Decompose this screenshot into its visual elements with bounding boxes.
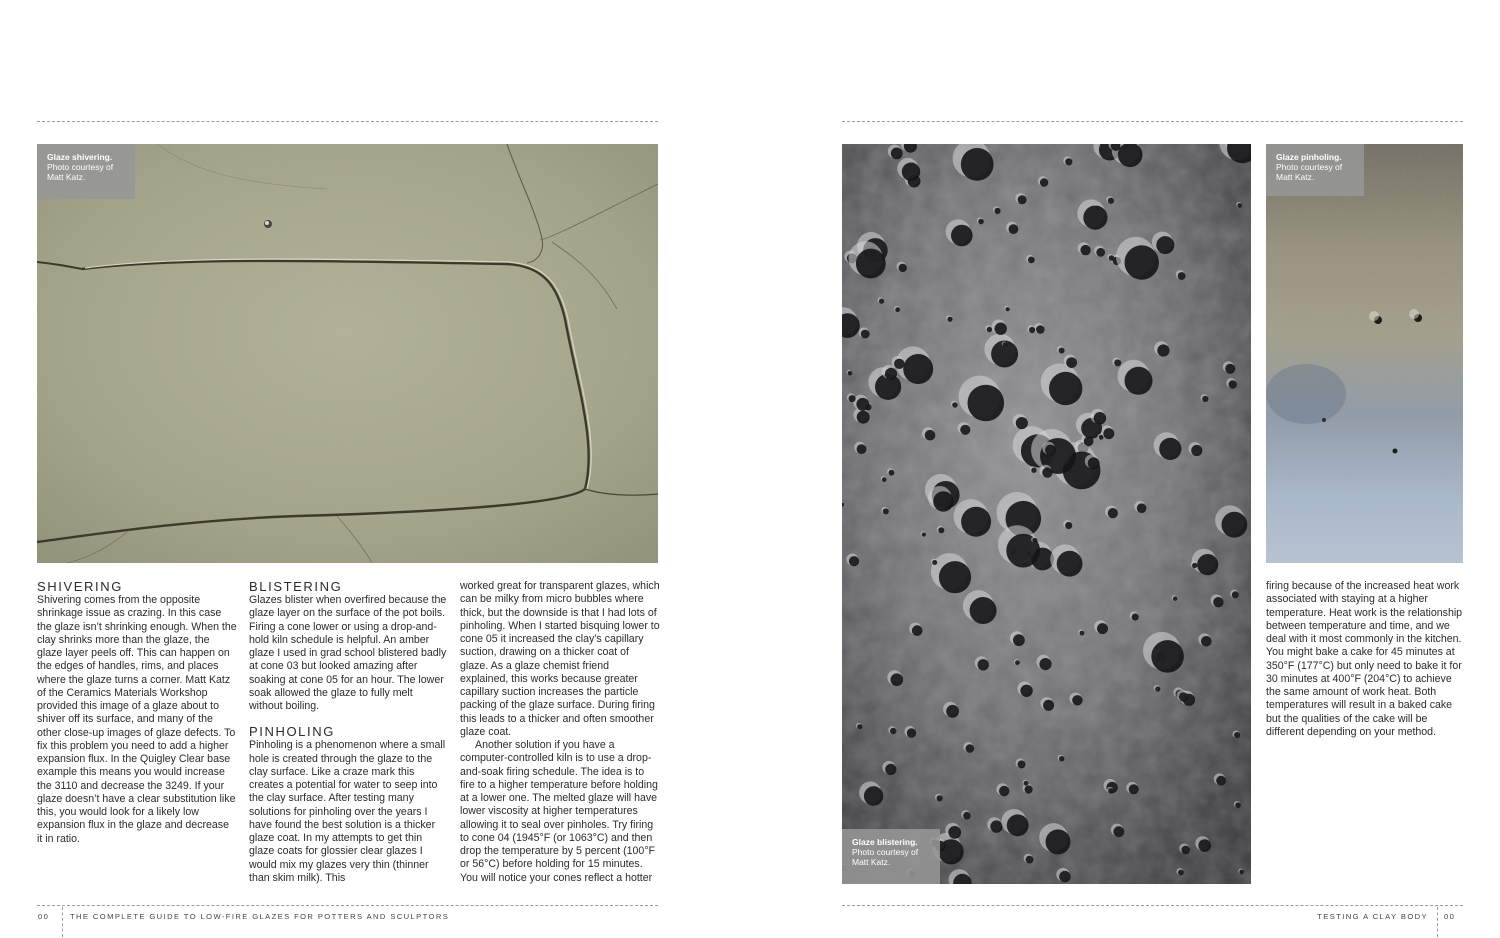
folio-divider-left [62, 907, 63, 937]
body-paragraph: Another solution if you have a computer-controlled kiln is to use a drop-and-soak firing schedule. The idea is to fire to a higher temperature before holding at a lower one. The melted glaze will have lower viscosity at higher temperatures allowing it to seal over pinholes. Try firing to cone 04 (1945°F (or 1063°C) and then drop the temperature by 5 percent (100°F or 56°C) before holding for 15 minutes. You will notice your cones reflect a hotter [460, 739, 658, 884]
top-rule-right [842, 121, 1463, 122]
folio-divider-right [1437, 907, 1438, 937]
page-number-left: 00 [38, 912, 50, 921]
blistering-photo [842, 144, 1251, 884]
top-rule-left [37, 121, 658, 122]
text-column-3 [460, 580, 660, 885]
running-title-left: THE COMPLETE GUIDE TO LOW-FIRE GLAZES FOR POTTERS AND SCULPTORS [70, 912, 450, 921]
page-number-right: 00 [1444, 912, 1456, 921]
body-paragraph: Pinholing is a phenomenon where a small hole is created through the glaze to the clay surface. Like a craze mark this creates a potential for water to seep into the clay surface. After testing many solutions for pinholing over the years I have found the best solution is a thicker glaze coat. In my attempts to get thin glaze coats for glossier clear glazes I would mix my glazes very thin (thinner than skim milk). This [249, 739, 446, 884]
blistering-caption [842, 829, 940, 884]
caption-title: Glaze blistering. [852, 837, 918, 847]
caption-credit: Photo courtesy of Matt Katz. [47, 162, 114, 182]
pinholing-caption [1266, 144, 1364, 196]
text-column-1 [37, 579, 237, 846]
caption-title: Glaze pinholing. [1276, 152, 1342, 162]
body-paragraph: worked great for transparent glazes, which can be milky from micro bubbles where thick, but the downside is that I had lots of pinholing. When I started bisquing lower to cone 05 it increased the clay’s capillary suction, drawing on a thicker coat of glaze. As a glaze chemist friend explained, this works because greater capillary suction increases the particle packing of the glaze surface. During firing this leads to a thicker and often smoother glaze coat. [460, 580, 660, 738]
bottom-rule-right [842, 905, 1463, 906]
text-column-4 [1266, 580, 1464, 739]
body-paragraph: Shivering comes from the opposite shrinkage issue as crazing. In this case the glaze isn’t shrinking enough. When the clay shrinks more than the glaze, the glaze layer peels off. This can happen on the edges of handles, rims, and places where the glaze turns a corner. Matt Katz of the Ceramics Materials Workshop provided this image of a glaze about to shiver off its surface, and many of the other close-up images of glaze defects. To fix this problem you need to add a higher expansion flux. In the Quigley Clear base example this means you would increase the 3110 and decrease the 3249. If your glaze doesn’t have a clear substitution like this, you would look for a likely low expansion flux in the glaze and decrease it in ratio. [37, 594, 237, 845]
bottom-rule-left [37, 905, 658, 906]
section-heading-blistering: BLISTERING [249, 579, 343, 594]
running-title-right: TESTING A CLAY BODY [1317, 912, 1428, 921]
caption-credit: Photo courtesy of Matt Katz. [1276, 162, 1343, 182]
caption-credit: Photo courtesy of Matt Katz. [852, 847, 919, 867]
shivering-photo [37, 144, 658, 563]
body-paragraph: firing because of the increased heat work associated with staying at a higher temperature. Heat work is the relationship between temperature and time, and we deal with it most commonly in the kitchen. You might bake a cake for 45 minutes at 350°F (177°C) but only need to bake it for 30 minutes at 400°F (204°C) to achieve the same amount of work heat. Both temperatures will result in a baked cake but the qualities of the cake will be different depending on your method. [1266, 580, 1463, 738]
body-paragraph: Glazes blister when overfired because the glaze layer on the surface of the pot boils. Firing a cone lower or using a drop-and-hold kiln schedule is helpful. An amber glaze I used in grad school blistered badly at cone 03 but looked amazing after soaking at cone 05 for an hour. The lower soak allowed the glaze to fully melt without boiling. [249, 594, 447, 712]
section-heading-pinholing: PINHOLING [249, 724, 335, 740]
caption-title: Glaze shivering. [47, 152, 113, 162]
shivering-caption [37, 144, 135, 199]
text-column-2 [249, 579, 449, 885]
section-heading-shivering: SHIVERING [37, 579, 123, 594]
pinholing-photo [1266, 144, 1463, 563]
